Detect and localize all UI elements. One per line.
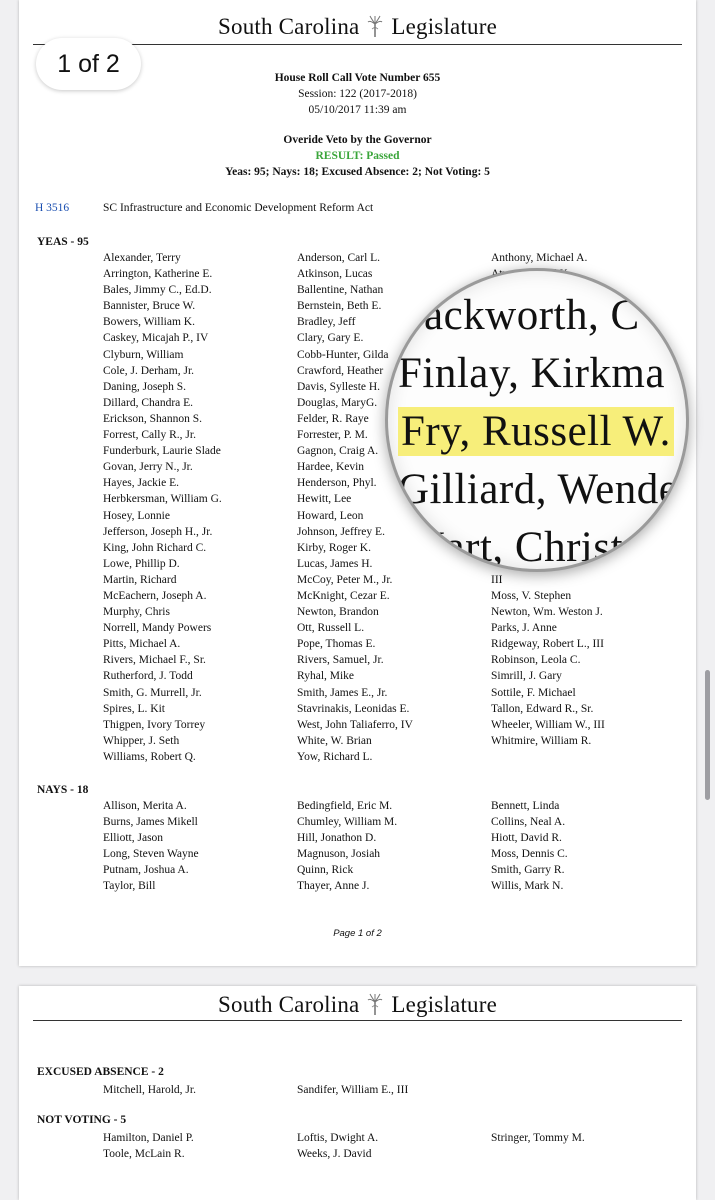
header-rule [33, 1020, 682, 1021]
magnified-line: Gilliard, Wende [398, 466, 679, 513]
member-name: Ballentine, Nathan [297, 284, 384, 297]
member-name: Bales, Jimmy C., Ed.D. [103, 284, 212, 297]
not-voting-list [103, 1130, 673, 1162]
vote-session: Session: 122 (2017-2018) [298, 88, 417, 100]
magnified-line: Hart, Christon [414, 524, 668, 571]
member-name: McEachern, Joseph A. [103, 589, 207, 602]
member-name: Whitmire, William R. [491, 734, 592, 747]
member-name: Alexander, Terry [103, 252, 181, 264]
member-name: Simrill, J. Gary [491, 670, 562, 683]
member-name [491, 749, 673, 765]
member-name: Quinn, Rick [297, 864, 354, 877]
vote-result: RESULT: Passed [315, 150, 400, 162]
not-voting-heading: NOT VOTING - 5 [37, 1114, 127, 1126]
page-count-badge: 1 of 2 [36, 38, 141, 90]
member-name: Clary, Gary E. [297, 332, 364, 345]
yeas-heading: YEAS - 95 [37, 236, 89, 248]
member-name [491, 1082, 673, 1098]
member-name: Kirby, Roger K. [297, 541, 371, 554]
header-title-left: South Carolina [218, 14, 360, 39]
member-name: Douglas, MaryG. [297, 396, 378, 409]
bill-number-link[interactable]: H 3516 [35, 202, 70, 214]
member-name: Lucas, James H. [297, 557, 373, 570]
vote-number: House Roll Call Vote Number 655 [274, 72, 441, 84]
magnified-line: Finlay, Kirkma [398, 350, 665, 397]
member-name: III [491, 573, 503, 586]
member-name: McCoy, Peter M., Jr. [297, 573, 393, 586]
member-name: Tallon, Edward R., Sr. [491, 702, 594, 715]
excused-list [103, 1082, 673, 1098]
member-name: Stavrinakis, Leonidas E. [297, 702, 410, 715]
vote-datetime: 05/10/2017 11:39 am [308, 104, 407, 116]
member-name: Sottile, F. Michael [491, 686, 576, 699]
magnified-highlighted-name: Fry, Russell W. [398, 407, 674, 456]
member-name: Smith, G. Murrell, Jr. [103, 686, 202, 699]
member-name: Allison, Merita A. [103, 800, 187, 812]
member-name: Felder, R. Raye [297, 412, 369, 425]
member-name: West, John Taliaferro, IV [297, 718, 413, 731]
nays-list [103, 798, 673, 895]
excused-heading: EXCUSED ABSENCE - 2 [37, 1066, 164, 1078]
member-name: Forrester, P. M. [297, 429, 368, 442]
member-name: Weeks, J. David [297, 1148, 372, 1161]
member-name: Gagnon, Craig A. [297, 445, 379, 458]
member-name: Bennett, Linda [491, 800, 560, 812]
member-name: Clyburn, William [103, 348, 184, 361]
member-name: Hardee, Kevin [297, 461, 365, 474]
member-name: Rivers, Michael F., Sr. [103, 654, 206, 667]
member-name: Govan, Jerry N., Jr. [103, 461, 193, 474]
member-name: Chumley, William M. [297, 816, 398, 829]
member-name: Hill, Jonathon D. [297, 832, 377, 845]
member-name: Yow, Richard L. [297, 750, 373, 763]
member-name: King, John Richard C. [103, 541, 207, 554]
document-page-2 [19, 986, 696, 1200]
member-name: Funderburk, Laurie Slade [103, 445, 221, 458]
member-name: Rutherford, J. Todd [103, 670, 193, 683]
member-name: Atkinson, Lucas [297, 268, 373, 281]
member-name: Stringer, Tommy M. [491, 1132, 585, 1144]
member-name: Williams, Robert Q. [103, 750, 196, 763]
member-name: Johnson, Jeffrey E. [297, 525, 385, 538]
member-name: Moss, Dennis C. [491, 848, 568, 861]
member-name: Hayes, Jackie E. [103, 477, 179, 490]
member-name: Mitchell, Harold, Jr. [103, 1084, 196, 1096]
member-name: Smith, Garry R. [491, 864, 565, 877]
member-name: Hosey, Lonnie [103, 509, 170, 522]
member-name: Robinson, Leola C. [491, 654, 581, 667]
member-name: Taylor, Bill [103, 880, 156, 893]
member-name: Norrell, Mandy Powers [103, 622, 212, 635]
member-name: Hiott, David R. [491, 832, 562, 845]
member-name: McKnight, Cezar E. [297, 589, 390, 602]
member-name: Whipper, J. Seth [103, 734, 180, 747]
member-name: Thigpen, Ivory Torrey [103, 718, 206, 731]
member-name: Jefferson, Joseph H., Jr. [103, 525, 213, 538]
legislature-header [19, 14, 696, 40]
member-name: Caskey, Micajah P., IV [103, 332, 209, 345]
member-name: Parks, J. Anne [491, 622, 557, 635]
member-name: Bernstein, Beth E. [297, 300, 382, 313]
member-name: Anderson, Carl L. [297, 252, 381, 264]
member-name: Willis, Mark N. [491, 880, 564, 893]
magnified-line: ackworth, C [424, 292, 640, 339]
member-name: Davis, Sylleste H. [297, 380, 381, 393]
palmetto-logo-icon [367, 15, 383, 37]
legislature-header-page-2 [19, 992, 696, 1018]
member-name: Lowe, Phillip D. [103, 557, 180, 570]
member-name: Toole, McLain R. [103, 1148, 185, 1161]
member-name: Bowers, William K. [103, 316, 195, 329]
bill-title: SC Infrastructure and Economic Development Reform Act [103, 202, 374, 214]
member-name: Ott, Russell L. [297, 622, 365, 635]
member-name: Erickson, Shannon S. [103, 412, 203, 425]
member-name: Wheeler, William W., III [491, 718, 605, 731]
page-footer: Page 1 of 2 [333, 928, 382, 939]
member-name: Rivers, Samuel, Jr. [297, 654, 384, 667]
member-name: Elliott, Jason [103, 832, 164, 845]
member-name: Howard, Leon [297, 509, 364, 522]
member-name: Long, Steven Wayne [103, 848, 199, 861]
member-name: Sandifer, William E., III [297, 1084, 409, 1096]
member-name: Hamilton, Daniel P. [103, 1132, 194, 1144]
bill-line [35, 202, 374, 214]
member-name: Newton, Wm. Weston J. [491, 606, 603, 619]
header-title-left: South Carolina [218, 992, 360, 1017]
member-name: Murphy, Chris [103, 606, 170, 619]
palmetto-logo-icon [367, 993, 383, 1015]
member-name: Henderson, Phyl. [297, 477, 377, 490]
member-name: Cobb-Hunter, Gilda [297, 348, 389, 361]
member-name: Anthony, Michael A. [491, 252, 588, 264]
member-name: Magnuson, Josiah [297, 848, 381, 861]
member-name: Moss, V. Stephen [491, 589, 572, 602]
nays-heading: NAYS - 18 [37, 784, 89, 796]
member-name: Spires, L. Kit [103, 702, 165, 715]
header-title-right: Legislature [391, 992, 497, 1017]
header-title-right: Legislature [391, 14, 497, 39]
vote-tally: Yeas: 95; Nays: 18; Excused Absence: 2; Not Voting: 5 [225, 166, 490, 178]
member-name: Dillard, Chandra E. [103, 396, 194, 409]
member-name: Martin, Richard [103, 573, 177, 586]
member-name: Newton, Brandon [297, 606, 379, 619]
scrollbar-thumb[interactable] [705, 670, 710, 800]
member-name: Crawford, Heather [297, 364, 384, 377]
member-name: Burns, James Mikell [103, 816, 198, 829]
member-name: Bradley, Jeff [297, 316, 356, 329]
vote-action: Overide Veto by the Governor [283, 134, 432, 146]
member-name: Collins, Neal A. [491, 816, 566, 829]
member-name: Pitts, Michael A. [103, 638, 181, 651]
member-name: Herbkersman, William G. [103, 493, 222, 506]
magnifier-zoom [385, 268, 689, 572]
member-name: Ridgeway, Robert L., III [491, 638, 604, 651]
member-name [491, 1146, 673, 1162]
member-name: Hewitt, Lee [297, 493, 352, 506]
member-name: Bannister, Bruce W. [103, 300, 196, 313]
member-name: Ryhal, Mike [297, 670, 355, 683]
member-name: Bedingfield, Eric M. [297, 800, 393, 812]
member-name: Cole, J. Derham, Jr. [103, 364, 195, 377]
member-name: Arrington, Katherine E. [103, 268, 213, 281]
member-name: Forrest, Cally R., Jr. [103, 429, 196, 442]
member-name: Daning, Joseph S. [103, 380, 187, 393]
member-name: Smith, James E., Jr. [297, 686, 388, 699]
member-name: Loftis, Dwight A. [297, 1132, 379, 1144]
member-name: Thayer, Anne J. [297, 880, 370, 893]
member-name: White, W. Brian [297, 734, 372, 747]
member-name: Pope, Thomas E. [297, 638, 376, 651]
member-name: Putnam, Joshua A. [103, 864, 189, 877]
